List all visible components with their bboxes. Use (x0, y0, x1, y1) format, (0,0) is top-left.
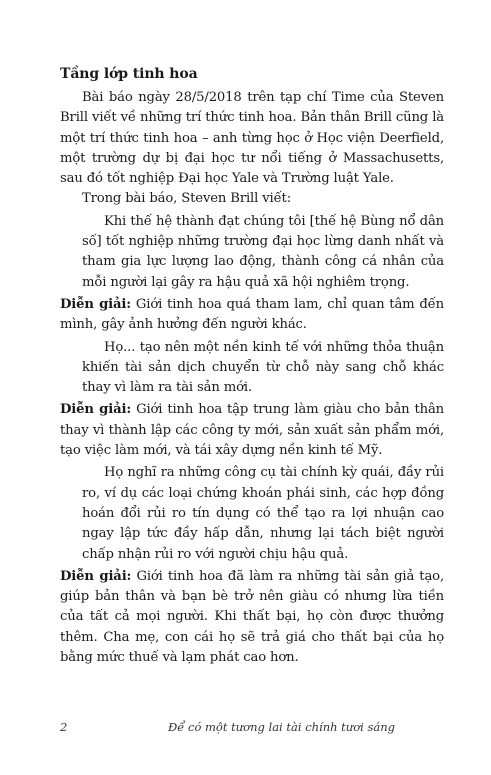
interpretation-label: Diễn giải: (60, 402, 132, 418)
page-body (60, 66, 444, 668)
interpretation-text: Giới tinh hoa tập trung làm giàu cho bản thân thay vì thành lập các công ty mới, sản xuất sản phẩm mới, tạo việc làm mới, và tái xây dựng nền kinh tế Mỹ. (60, 402, 445, 459)
quote-1: Khi thế hệ thành đạt chúng tôi [thế hệ Bùng nổ dân số] tốt nghiệp những trường đại học lừng danh nhất và tham gia lực lượng lao động, thành công cá nhân của mỗi người lại gây ra hậu quả xã hội nghiêm trọng. (82, 213, 444, 290)
interpretation-2 (60, 400, 444, 461)
interpretation-text: Giới tinh hoa đã làm ra những tài sản giả tạo, giúp bản thân và bạn bè trở nên giàu có nhưng lừa tiền của tất cả mọi người. Khi thất bại, họ còn được thưởng thêm. Cha mẹ, con cái họ sẽ trả giá cho thất bại của họ bằng mức thuế và lạm phát cao hơn. (60, 568, 444, 666)
interpretation-1 (60, 295, 444, 336)
quote-3: Họ nghĩ ra những công cụ tài chính kỳ quái, đầy rủi ro, ví dụ các loại chứng khoán phái sinh, các hợp đồng hoán đổi rủi ro tín dụng có thể tạo ra lợi nhuận cao ngay lập tức đầy hấp dẫn, nhưng lại tách biệt người chấp nhận rủi ro với người chịu hậu quả. (82, 465, 444, 562)
intro-paragraph-1: Bài báo ngày 28/5/2018 trên tạp chí Time của Steven Brill viết về những trí thức tinh hoa. Bản thân Brill cũng là một trí thức tinh hoa – anh từng học ở Học viện Deerfield, một trường dự bị đại học tư nổi tiếng ở Massachusetts, sau đó tốt nghiệp Đại học Yale và Trường luật Yale. (60, 90, 444, 187)
running-title: Để có một tương lai tài chính tươi sáng (168, 720, 395, 734)
section-heading: Tầng lớp tinh hoa (60, 66, 198, 82)
interpretation-3 (60, 567, 444, 668)
interpretation-label: Diễn giải: (60, 568, 132, 584)
interpretation-text: Giới tinh hoa quá tham lam, chỉ quan tâm đến mình, gây ảnh hưởng đến người khác. (60, 296, 444, 333)
interpretation-label: Diễn giải: (60, 296, 131, 312)
page-number: 2 (60, 720, 68, 734)
quote-2: Họ... tạo nên một nền kinh tế với những thỏa thuận khiến tài sản dịch chuyển từ chỗ này sang chỗ khác thay vì làm ra tài sản mới. (82, 339, 444, 396)
intro-paragraph-2: Trong bài báo, Steven Brill viết: (82, 191, 291, 207)
